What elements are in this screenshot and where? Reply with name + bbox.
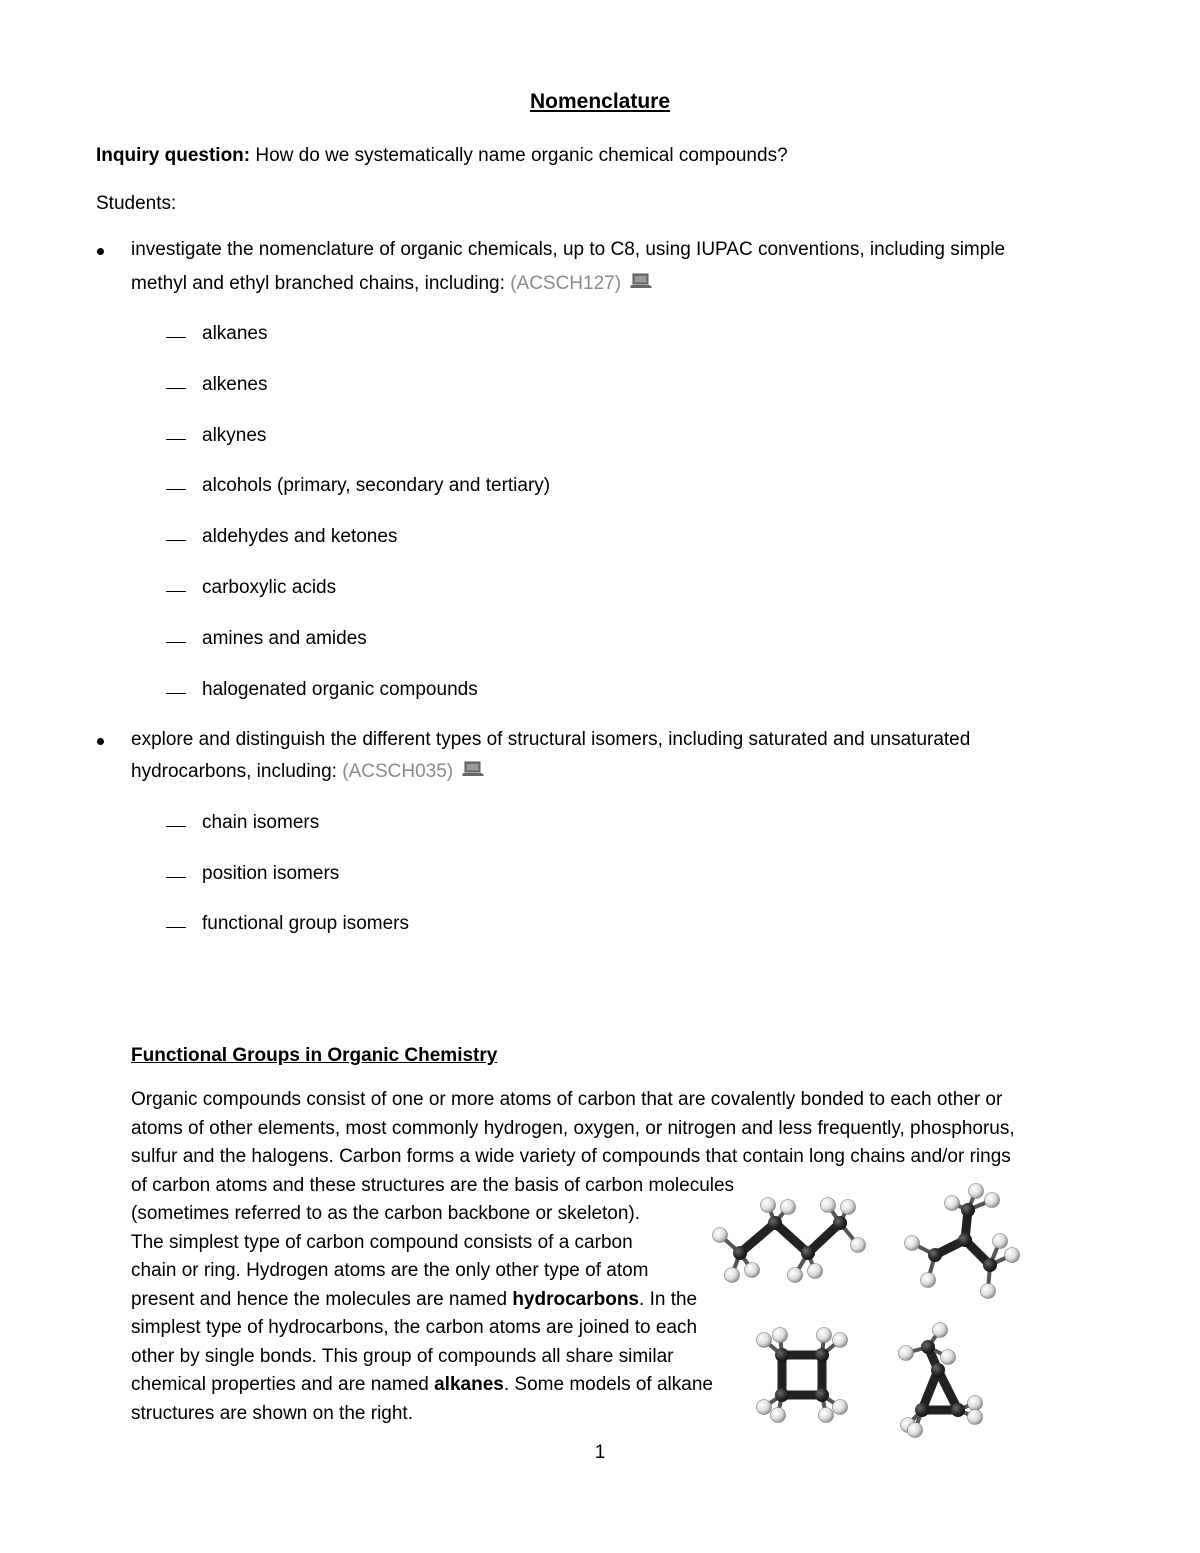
butane-model — [713, 1198, 866, 1283]
para-line: Organic compounds consist of one or more atoms of carbon that are covalently bonded to each other or — [131, 1089, 1003, 1110]
bullet2-line1: explore and distinguish the different types of structural isomers, including saturated and unsaturated — [131, 729, 971, 750]
dash-marker — [166, 877, 186, 878]
para-line: other by single bonds. This group of compounds all share similar — [131, 1345, 674, 1367]
section-heading: Functional Groups in Organic Chemistry — [131, 1045, 498, 1066]
dash-marker — [166, 439, 186, 440]
text: . In the — [639, 1288, 698, 1310]
list-item: halogenated organic compounds — [202, 678, 478, 700]
dash-marker — [166, 927, 186, 928]
para-line: (sometimes referred to as the carbon backbone or skeleton). — [131, 1203, 641, 1224]
para-line: simplest type of hydrocarbons, the carbon atoms are joined to each — [131, 1317, 698, 1338]
list-item: amines and amides — [202, 627, 367, 649]
computer-icon[interactable] — [630, 273, 652, 295]
list-item: alkynes — [202, 424, 267, 446]
list-item: alkenes — [202, 373, 268, 395]
list-item: aldehydes and ketones — [202, 526, 398, 548]
cyclobutane-model — [757, 1328, 848, 1423]
bullet1-line2 — [131, 273, 652, 295]
dash-marker — [166, 826, 186, 827]
list-item: alcohols (primary, secondary and tertiary) — [202, 475, 551, 497]
bullet-point — [97, 248, 104, 255]
text: chemical properties and are named — [131, 1374, 435, 1395]
computer-icon[interactable] — [462, 761, 484, 783]
list-item: carboxylic acids — [202, 577, 337, 598]
para-line: atoms of other elements, most commonly hydrogen, oxygen, or nitrogen and less frequently, phosphorus, — [131, 1117, 1015, 1139]
alkane-models-figure — [700, 1175, 1040, 1445]
isobutane-model — [905, 1184, 1020, 1299]
bullet-point — [97, 738, 104, 745]
para-line: of carbon atoms and these structures are the basis of carbon molecules — [131, 1174, 735, 1196]
page-title: Nomenclature — [529, 90, 671, 113]
dash-marker — [166, 540, 186, 541]
curriculum-code-link[interactable]: (ACSCH035) — [342, 761, 454, 782]
methylcyclopropane-model — [899, 1323, 983, 1438]
bullet1-line1: investigate the nomenclature of organic chemicals, up to C8, using IUPAC conventions, including simple — [131, 239, 1006, 260]
inquiry-question — [96, 145, 788, 167]
list-item: position isomers — [202, 862, 340, 884]
dash-marker — [166, 693, 186, 694]
term-hydrocarbons: hydrocarbons — [512, 1288, 640, 1310]
bullet2-line2-text: hydrocarbons, including: — [131, 761, 343, 782]
list-item: alkanes — [202, 323, 268, 344]
students-label: Students: — [96, 193, 177, 214]
text: . Some models of alkane — [503, 1374, 713, 1395]
inquiry-label: Inquiry question: — [96, 145, 251, 166]
para-line: sulfur and the halogens. Carbon forms a wide variety of compounds that contain long chains and/or rings — [131, 1146, 1011, 1167]
dash-marker — [166, 388, 186, 389]
para-line: chain or ring. Hydrogen atoms are the only other type of atom — [131, 1260, 649, 1281]
term-alkanes: alkanes — [434, 1374, 504, 1395]
curriculum-code-link[interactable]: (ACSCH127) — [510, 273, 622, 294]
dash-marker — [166, 591, 186, 592]
inquiry-text: How do we systematically name organic chemical compounds? — [250, 145, 788, 166]
bullet2-line2 — [131, 761, 484, 783]
dash-marker — [166, 489, 186, 490]
list-item: chain isomers — [202, 812, 320, 833]
para-line: The simplest type of carbon compound consists of a carbon — [131, 1231, 633, 1253]
bullet1-line2-text: methyl and ethyl branched chains, including: — [131, 273, 511, 294]
dash-marker — [166, 337, 186, 338]
list-item: functional group isomers — [202, 913, 409, 934]
page-number: 1 — [594, 1442, 606, 1463]
dash-marker — [166, 642, 186, 643]
text: present and hence the molecules are named — [131, 1288, 513, 1310]
para-line: structures are shown on the right. — [131, 1402, 413, 1424]
